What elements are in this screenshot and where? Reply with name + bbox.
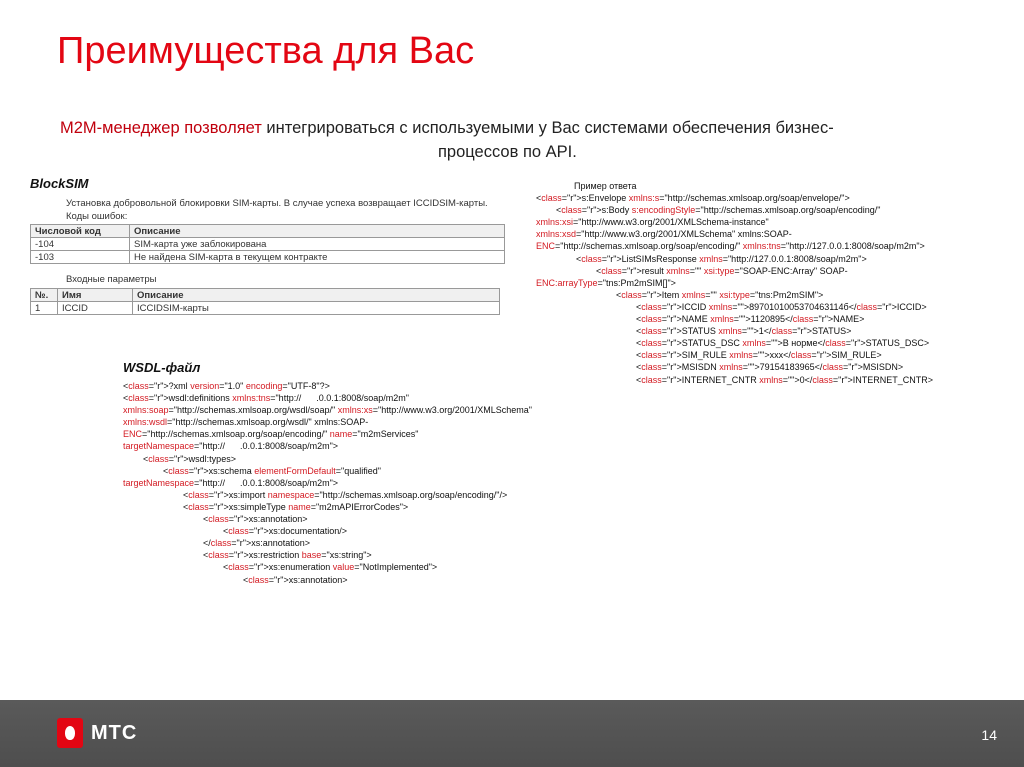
- wsdl-heading: WSDL-файл: [123, 360, 201, 375]
- code-line: <class="r">result xmlns="" xsi:type="SOAP-ENC:Array" SOAP-: [536, 265, 848, 276]
- inputs-table: [30, 288, 500, 315]
- blocksim-section: [30, 176, 510, 315]
- response-code: [536, 180, 996, 386]
- code-line: <class="r">xs:annotation>: [123, 574, 348, 585]
- code-line: xmlns:xsd="http://www.w3.org/2001/XMLSchema" xmlns:SOAP-: [536, 229, 792, 240]
- table-row: [31, 251, 505, 264]
- inputs-header-name: Имя: [58, 289, 133, 302]
- mts-logo: [57, 718, 137, 748]
- error-desc: SIM-карта уже заблокирована: [130, 238, 505, 251]
- inputs-header-num: №.: [31, 289, 58, 302]
- errors-header-desc: Описание: [130, 225, 505, 238]
- intro-rest: интегрироваться с используемыми у Вас системами обеспечения бизнес-: [261, 119, 834, 137]
- error-code: -103: [31, 251, 130, 264]
- code-line: <class="r">?xml version="1.0" encoding="UTF-8"?>: [123, 381, 330, 391]
- code-line: <class="r">ListSIMsResponse xmlns="http://127.0.0.1:8008/soap/m2m">: [536, 253, 867, 264]
- wsdl-code: [123, 380, 603, 586]
- mts-egg-icon: [57, 718, 83, 748]
- blocksim-description: Установка добровольной блокировки SIM-карты. В случае успеха возвращает ICCIDSIM-карты.: [66, 198, 488, 209]
- footer: [0, 700, 1024, 767]
- page-title: Преимущества для Вас: [57, 30, 475, 72]
- inputs-header-desc: Описание: [133, 289, 500, 302]
- code-line: xmlns:soap="http://schemas.xmlsoap.org/wsdl/soap/" xmlns:xs="http://www.w3.org/2001/XMLSchema": [123, 405, 532, 416]
- code-line: targetNamespace="http:// .0.0.1:8008/soap/m2m">: [123, 477, 339, 488]
- brand-name: МТС: [91, 721, 138, 744]
- code-line: <class="r">xs:annotation>: [123, 514, 308, 525]
- error-desc: Не найдена SIM-карта в текущем контракте: [130, 251, 505, 264]
- code-line: <class="r">xs:import namespace="http://schemas.xmlsoap.org/soap/encoding/"/>: [123, 489, 508, 500]
- input-desc: ICCIDSIM-карты: [133, 302, 500, 315]
- code-line: <class="r">INTERNET_CNTR xmlns="">0</class="r">INTERNET_CNTR>: [536, 374, 934, 385]
- code-line: ENC="http://schemas.xmlsoap.org/soap/encoding/" xmlns:tns="http://127.0.0.1:8008/soap/m2m">: [536, 241, 925, 252]
- code-line: <class="r">wsdl:definitions xmlns:tns="http:// .0.0.1:8008/soap/m2m": [123, 393, 409, 404]
- intro-line2: процессов по API.: [438, 143, 577, 161]
- code-line: <class="r">xs:enumeration value="NotImplemented">: [123, 562, 438, 573]
- input-name: ICCID: [58, 302, 133, 315]
- errors-caption: Коды ошибок:: [66, 211, 128, 222]
- response-heading: Пример ответа: [574, 181, 637, 191]
- code-line: <class="r">s:Envelope xmlns:s="http://schemas.xmlsoap.org/soap/envelope/">: [536, 193, 850, 204]
- code-line: xmlns:wsdl="http://schemas.xmlsoap.org/wsdl/" xmlns:SOAP-: [123, 417, 369, 428]
- input-num: 1: [31, 302, 58, 315]
- code-line: <class="r">SIM_RULE xmlns="">ххх</class="r">SIM_RULE>: [536, 350, 882, 361]
- error-code: -104: [31, 238, 130, 251]
- code-line: <class="r">s:Body s:encodingStyle="http://schemas.xmlsoap.org/soap/encoding/": [536, 205, 881, 216]
- code-line: <class="r">xs:restriction base="xs:string">: [123, 550, 372, 561]
- code-line: <class="r">xs:documentation/>: [123, 526, 347, 537]
- code-line: <class="r">Item xmlns="" xsi:type="tns:Pm2mSIM">: [536, 289, 824, 300]
- code-line: <class="r">ICCID xmlns="">8970101005370463114б</class="r">ICCID>: [536, 301, 927, 312]
- page-number: 14: [981, 727, 997, 743]
- table-row: [31, 302, 500, 315]
- blocksim-heading: BlockSIM: [30, 176, 89, 191]
- code-line: ENC="http://schemas.xmlsoap.org/soap/encoding/" name="m2mServices": [123, 429, 419, 440]
- intro-text: [60, 116, 1010, 164]
- code-line: <class="r">STATUS_DSC xmlns="">В норме</class="r">STATUS_DSC>: [536, 338, 930, 349]
- errors-table: [30, 224, 505, 264]
- code-line: xmlns:xsi="http://www.w3.org/2001/XMLSchema-instance": [536, 217, 769, 228]
- code-line: </class="r">xs:annotation>: [123, 538, 310, 549]
- code-line: <class="r">wsdl:types>: [123, 453, 236, 464]
- code-line: <class="r">MSISDN xmlns="">79154183965</class="r">MSISDN>: [536, 362, 904, 373]
- code-line: <class="r">xs:simpleType name="m2mAPIErrorCodes">: [123, 501, 409, 512]
- code-line: <class="r">NAME xmlns="">1120895</class="r">NAME>: [536, 314, 865, 325]
- table-row: [31, 238, 505, 251]
- intro-highlight: M2M-менеджер позволяет: [60, 119, 262, 137]
- errors-header-code: Числовой код: [31, 225, 130, 238]
- inputs-caption: Входные параметры: [66, 274, 157, 285]
- code-line: <class="r">STATUS xmlns="">1</class="r">STATUS>: [536, 326, 852, 337]
- code-line: targetNamespace="http:// .0.0.1:8008/soap/m2m">: [123, 441, 339, 452]
- code-line: ENC:arrayType="tns:Pm2mSIM[]">: [536, 277, 676, 288]
- code-line: <class="r">xs:schema elementFormDefault="qualified": [123, 465, 381, 476]
